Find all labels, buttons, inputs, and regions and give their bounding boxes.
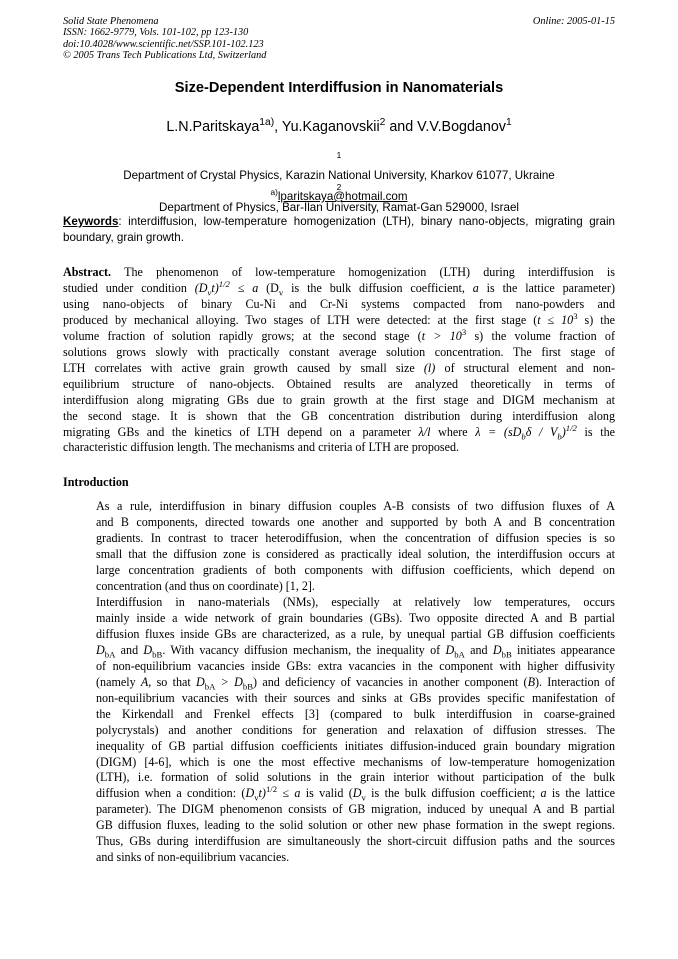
symbol-sub: bB [242, 681, 254, 692]
formula-part: (D [194, 280, 208, 295]
formula-part: λ = (sD [475, 424, 522, 439]
email-mark: a) [270, 187, 278, 198]
email-link[interactable]: lparitskaya@hotmail.com [277, 190, 408, 203]
abstract-text: s) the [577, 312, 615, 327]
abstract-line: using nano-objects of binary Cu-Ni and Cr-Ni systems compacted from nano-powders and [63, 296, 615, 311]
formula-sub: b [521, 430, 526, 441]
paragraph-line: As a rule, interdiffusion in binary diffusion couples A-B consists of two diffusion fluxes of A [96, 499, 615, 513]
symbol: A [140, 674, 149, 689]
symbol-sub: bA [204, 681, 216, 692]
affiliation-1-mark: 1 [336, 150, 342, 161]
journal-doi: doi:10.4028/www.scientific.net/SSP.101-102.123 [63, 38, 264, 50]
affiliations [63, 152, 615, 216]
text: , so that [148, 674, 197, 689]
author-1: L.N.Paritskaya [166, 119, 260, 135]
lambda-formula [475, 422, 577, 441]
author-2: Yu.Kaganovskii [281, 119, 380, 135]
abstract-text: is the bulk diffusion coefficient, [283, 280, 473, 295]
symbol-sub: v [361, 792, 366, 803]
abstract-line: equilibrium structure of nano-objects. Obtained results are analyzed theoretically in terms of [63, 376, 615, 391]
text: (namely [96, 674, 141, 689]
symbol: D [143, 642, 153, 657]
abstract-line [63, 310, 615, 329]
paragraph-line: Interdiffusion in nano-materials (NMs), especially at relatively low temperatures, occurs [96, 595, 615, 609]
abstract-italic: a [472, 280, 479, 295]
journal-name: Solid State Phenomena [63, 16, 159, 27]
text: is valid ( [300, 786, 353, 801]
paragraph-line: concentration (and thus on coordinate) [1, 2]. [96, 578, 315, 593]
journal-copyright: © 2005 Trans Tech Publications Ltd, Switzerland [63, 49, 267, 61]
abstract-text: volume fraction of solution rapidly grows; at the second stage ( [63, 328, 422, 343]
formula-part: δ / V [525, 424, 558, 439]
text: . With vacancy diffusion mechanism, the inequality of [162, 642, 446, 657]
affiliation-2-text: Department of Physics, Bar-Ilan University, Ramat-Gan 529000, Israel [159, 201, 519, 214]
abstract-text: LTH correlates with active grain growth caused by small size [63, 360, 424, 375]
paragraph-line [63, 675, 615, 691]
intro-paragraph-1 [63, 499, 615, 595]
paragraph-line: Thus, GBs during interdiffusion are simultaneously the short-circuit diffusion paths and the sources [96, 834, 615, 849]
paragraph-line: parameter). The DIGM phenomenon consists of GB migration, induced by unequal A and B partial [96, 802, 615, 817]
formula-sub: v [207, 287, 212, 298]
paragraph-line: and sinks of non-equilibrium vacancies. [96, 850, 290, 865]
formula-part: t) [211, 280, 219, 295]
author-sep-1: , [274, 119, 282, 135]
paragraph-line: inequality of GB partial diffusion coefficients initiates diffusion-induced grain boundary migration [96, 738, 615, 753]
affiliation-1-text: Department of Crystal Physics, Karazin National University, Kharkov 61077, Ukraine [123, 169, 555, 182]
symbol: ≤ a [277, 786, 301, 801]
paragraph-line: (LTH), i.e. formation of solid solutions in the grain interior without participation of the bulk [96, 770, 615, 785]
abstract-text: where [430, 424, 476, 439]
text: and [115, 642, 144, 657]
abstract-text: of structural element and non- [435, 360, 615, 375]
formula-sub: b [557, 430, 562, 441]
symbol: D [492, 642, 502, 657]
paragraph-line [63, 643, 615, 659]
paragraph-line: (DIGM) [4-6], which is one the most effective mechanisms of low-temperature homogenization [96, 754, 615, 769]
text: is the lattice [546, 786, 615, 801]
author-3-affil-mark: 1 [505, 117, 512, 129]
abstract-text: produced by mechanical alloying. Two stages of LTH were detected: at the first stage ( [63, 312, 538, 327]
author-sep-2: and [385, 119, 418, 135]
abstract-line: solutions grows slowly with practically constant average solution concentration. The first stage of [63, 344, 615, 359]
text: ). Interaction of [534, 674, 615, 689]
online-date [533, 16, 615, 27]
abstract-text: s) the volume fraction of [466, 328, 615, 343]
paragraph-line: the Kirkendall and Frenkel effects [3] (compared to bulk interdiffusion in coarse-grained [96, 706, 615, 721]
symbol: D [96, 642, 105, 657]
symbol-sup: 1/2 [265, 784, 278, 795]
symbol-sub: v [254, 792, 259, 803]
symbol-sub: bA [454, 649, 465, 660]
abstract-line: characteristic diffusion length. The mechanisms and criteria of LTH are proposed. [63, 440, 460, 455]
text: initiates appearance [511, 642, 615, 657]
abstract [63, 265, 615, 456]
symbol: D [352, 786, 362, 801]
symbol: D [245, 786, 255, 801]
paragraph-line: GB diffusion fluxes, leading to the solid solution or other new phase formation in the swept regions. [96, 818, 615, 833]
abstract-text: (D [258, 280, 279, 295]
text: and [464, 642, 493, 657]
symbol: t) [258, 786, 266, 801]
abstract-italic: (l) [423, 360, 436, 375]
paragraph-line [63, 786, 615, 802]
text: is the bulk diffusion coefficient; [365, 786, 541, 801]
text: ) and deficiency of vacancies in another component ( [253, 674, 528, 689]
paragraph-line: and B components, directed towards one another and supported by both A and B concentration [96, 514, 615, 529]
formula-sup: 1/2 [565, 422, 577, 433]
symbol-sub: bA [104, 649, 116, 660]
paragraph-line: small that the diffusion zone is considered as practically ideal solution, the interdiffusion occurs at [96, 546, 615, 561]
abstract-text: migrating GBs and the kinetics of LTH depend on a parameter [63, 424, 419, 439]
author-list [63, 119, 615, 135]
abstract-sub: v [278, 287, 284, 298]
abstract-line: interdiffusion along migrating GBs due to grain growth at the first stage and DIGM mechanism at [63, 392, 615, 407]
affiliation-1 [63, 152, 615, 184]
paragraph-line: gradients. In contrast to tracer heterodiffusion, when the concentration of diffusion species is so [96, 530, 615, 545]
abstract-sup: 3 [461, 326, 467, 337]
symbol: D [196, 674, 205, 689]
author-3: V.V.Bogdanov [417, 119, 506, 135]
symbol-sub: bB [501, 649, 512, 660]
affiliation-2-mark: 2 [336, 182, 342, 193]
keywords-text: : interdiffusion, low-temperature homogenization (LTH), binary nano-objects, migrating grain boundary, grain growth. [63, 215, 615, 244]
abstract-italic: λ/l [418, 424, 431, 439]
paper-title: Size-Dependent Interdiffusion in Nanomaterials [174, 80, 504, 96]
abstract-line [63, 326, 615, 345]
paragraph-line: mainly inside a wide network of grain boundaries (GBs). Two opposite directed A and B partial [96, 610, 615, 625]
intro-paragraph-2 [63, 595, 615, 866]
symbol: > D [215, 674, 243, 689]
abstract-line [63, 422, 615, 441]
abstract-line [63, 278, 615, 298]
abstract-text: studied under condition [63, 280, 195, 295]
abstract-sup: 3 [573, 310, 578, 321]
abstract-line [63, 361, 615, 377]
paragraph-line: polycrystals) and another conditions for generation and relaxation of diffusion stresses. The [96, 722, 615, 737]
paragraph-line: of non-equilibrium vacancies inside GBs: extra vacancies in the component with higher diffusivity [96, 658, 615, 673]
condition-formula [194, 278, 259, 298]
corresponding-email [63, 187, 615, 203]
paragraph-line: non-equilibrium vacancies with their sources and sinks at GBs provides specific manifestation of [96, 690, 615, 705]
formula-sup: 1/2 [218, 278, 230, 289]
text: diffusion when a condition: ( [96, 786, 246, 801]
paragraph-line: diffusion fluxes inside GBs are characterized, as a rule, by unequal partial GB diffusion coefficients [96, 626, 615, 641]
abstract-text: is the lattice parameter) [478, 280, 615, 295]
keywords-label: Keywords [63, 215, 119, 228]
abstract-italic: t ≤ 10 [537, 312, 574, 327]
keywords [63, 214, 615, 246]
section-heading-introduction: Introduction [63, 475, 129, 489]
author-2-affil-mark: 2 [379, 117, 386, 129]
author-1-affil-mark: 1a) [259, 117, 275, 129]
abstract-line [63, 265, 615, 281]
abstract-label: Abstract. [63, 265, 112, 279]
abstract-italic: t > 10 [421, 328, 462, 343]
abstract-line: the second stage. It is shown that the GB concentration distribution during interdiffusion along [63, 408, 615, 423]
symbol: D [445, 642, 455, 657]
journal-header [63, 16, 266, 61]
abstract-text: is the [576, 424, 615, 439]
journal-issn: ISSN: 1662-9779, Vols. 101-102, pp 123-130 [63, 27, 249, 39]
symbol: a [540, 786, 547, 801]
online-date-text: Online: 2005-01-15 [532, 16, 615, 27]
symbol: B [527, 674, 535, 689]
symbol-sub: bB [152, 649, 163, 660]
formula-part: ) [561, 424, 566, 439]
paragraph-line: large concentration gradients of both components with diffusion coefficients, which depend on [96, 562, 615, 577]
abstract-text: The phenomenon of low-temperature homogenization (LTH) during interdiffusion is [111, 265, 615, 279]
formula-part: ≤ a [229, 280, 259, 295]
